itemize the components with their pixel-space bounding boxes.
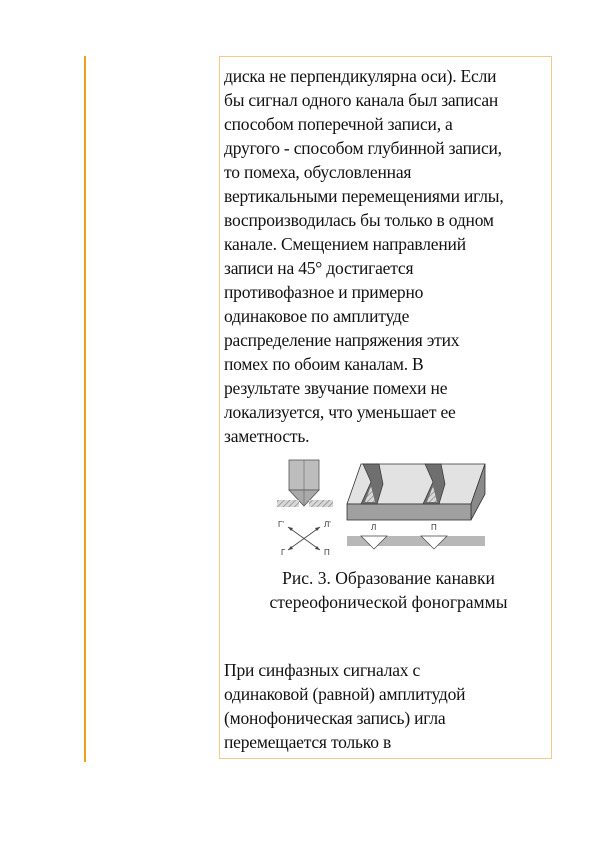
- text-line: другого - способом глубинной записи,: [224, 138, 502, 158]
- text-line: воспроизводилась бы только в одном: [224, 210, 494, 230]
- text-line: бы сигнал одного канала был записан: [224, 90, 499, 110]
- paragraph-top: [224, 64, 554, 448]
- paragraph-bottom: [224, 658, 554, 754]
- text-line: диска не перпендикулярна оси). Если: [224, 66, 497, 86]
- text-line: При синфазных сигналах с: [224, 660, 421, 680]
- text-line: локализуется, что уменьшает ее: [224, 402, 456, 422]
- label-groove-left: Л: [371, 523, 377, 532]
- text-line: помех по обоим каналам. В: [224, 354, 424, 374]
- text-line: одинаковой (равной) амплитудой: [224, 684, 466, 704]
- text-line: противофазное и примерно: [224, 282, 424, 302]
- text-line: канале. Смещением направлений: [224, 234, 466, 254]
- stylus-drawing: [277, 460, 333, 507]
- text-line: перемещается только в: [224, 732, 392, 752]
- figure-caption-line2: стереофонической фонограммы: [269, 592, 508, 612]
- groove-block-drawing: [347, 464, 485, 520]
- text-line: распределение напряжения этих: [224, 330, 460, 350]
- groove-figure: [275, 458, 490, 560]
- text-line: (монофоническая запись) игла: [224, 708, 446, 728]
- label-bottom-left: Г: [281, 548, 286, 557]
- label-top-right: Л': [324, 520, 331, 529]
- text-line: способом поперечной записи, а: [224, 114, 453, 134]
- text-line: одинаковое по амплитуде: [224, 306, 410, 326]
- text-line: заметность.: [224, 426, 310, 446]
- groove-profile-drawing: [347, 523, 485, 549]
- text-line: то помеха, обусловленная: [224, 162, 412, 182]
- text-line: вертикальными перемещениями иглы,: [224, 186, 504, 206]
- axis-cross-drawing: [278, 520, 331, 557]
- text-line: результате звучание помехи не: [224, 378, 448, 398]
- figure-caption-line1: Рис. 3. Образование канавки: [282, 568, 495, 588]
- text-line: записи на 45° достигается: [224, 258, 414, 278]
- label-bottom-right: П: [324, 548, 330, 557]
- label-groove-right: П: [431, 523, 437, 532]
- margin-rule: [84, 56, 86, 762]
- label-top-left: Г': [278, 520, 284, 529]
